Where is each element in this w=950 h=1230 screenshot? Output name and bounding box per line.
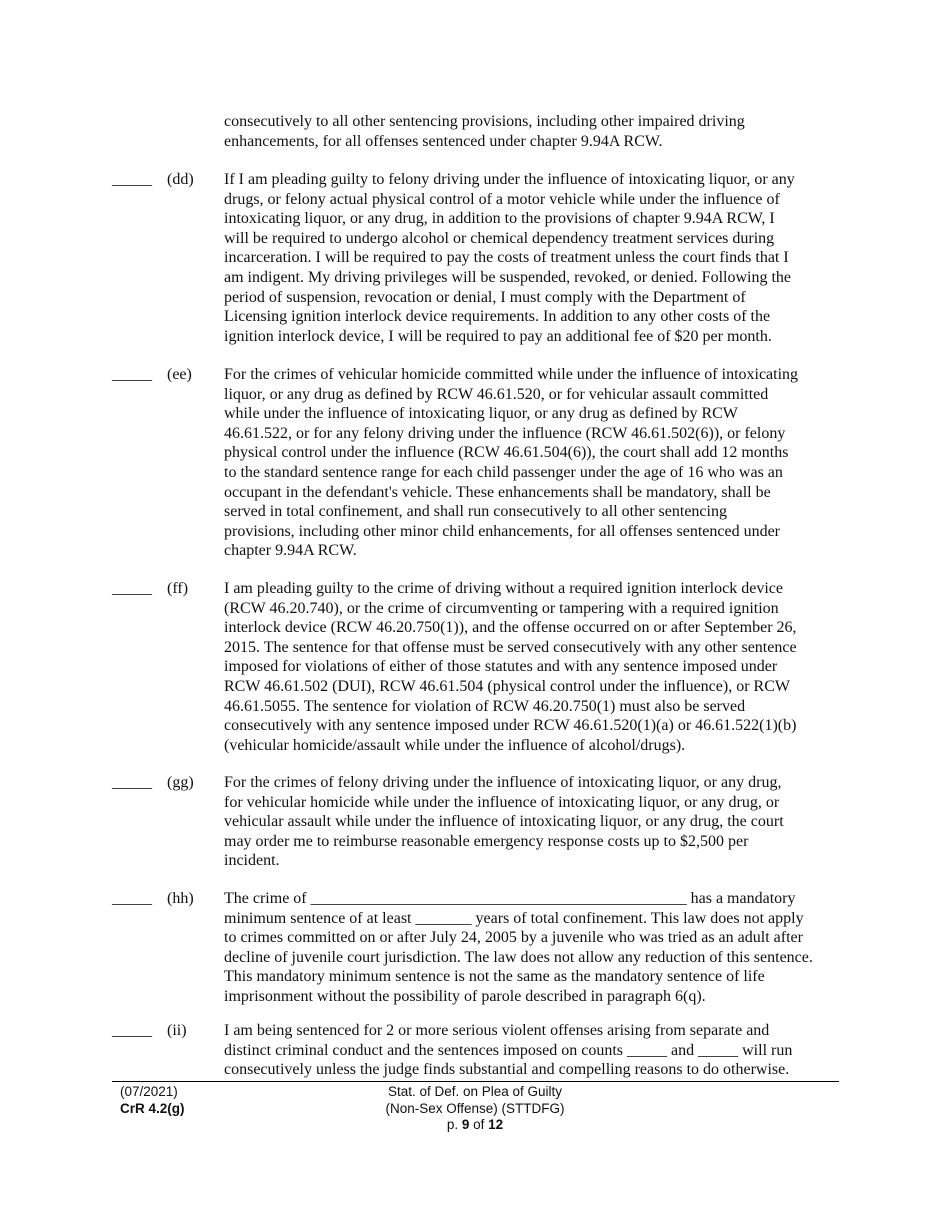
item-label: (ee): [167, 366, 192, 383]
item-label: (gg): [167, 774, 194, 791]
page-current: 9: [461, 1117, 470, 1132]
text-line: Licensing ignition interlock device requirements. In addition to any other costs of the: [224, 308, 771, 326]
text-line: I am being sentenced for 2 or more serious violent offenses arising from separate and: [224, 1022, 770, 1039]
text-line: enhancements, for all offenses sentenced under chapter 9.94A RCW.: [224, 132, 663, 150]
text-line: I am pleading guilty to the crime of driving without a required ignition interlock device: [224, 580, 783, 597]
item-text: [224, 1021, 840, 1080]
text-line: This mandatory minimum sentence is not the same as the mandatory sentence of life: [224, 968, 765, 986]
text-line: served in total confinement, and shall run consecutively to all other sentencing: [224, 503, 727, 521]
page-of: of: [469, 1117, 489, 1132]
text-line: while under the influence of intoxicating liquor, or any drug as defined by RCW: [224, 405, 738, 423]
text-line: may order me to reimburse reasonable emergency response costs up to $2,500 per: [224, 832, 749, 850]
text-line: minimum sentence of at least _______ years of total confinement. This law does not apply: [224, 909, 804, 927]
text-line: consecutively unless the judge finds substantial and compelling reasons to do otherwise.: [224, 1061, 790, 1079]
text-line: to crimes committed on or after July 24, 2005 by a juvenile who was tried as an adult after: [224, 929, 803, 947]
text-line: consecutively with any sentence imposed under RCW 46.61.520(1)(a) or 46.61.522(1)(b): [224, 717, 797, 735]
text-line: distinct criminal conduct and the sentences imposed on counts _____ and _____ will run: [224, 1041, 793, 1059]
checkbox-blank-line[interactable]: _____: [112, 774, 152, 791]
checkbox-blank-line[interactable]: _____: [112, 171, 152, 188]
page-number: [0, 1117, 950, 1134]
text-line: consecutively to all other sentencing provisions, including other impaired driving: [224, 113, 745, 130]
text-line: am indigent. My driving privileges will be suspended, revoked, or denied. Following the: [224, 268, 792, 286]
text-line: will be required to undergo alcohol or chemical dependency treatment services during: [224, 229, 775, 247]
footer-subtitle: (Non-Sex Offense) (STTDFG): [385, 1100, 565, 1116]
item-text: [224, 773, 840, 871]
item-label: (dd): [167, 171, 194, 188]
text-line: incarceration. I will be required to pay the costs of treatment unless the court finds that I: [224, 249, 789, 267]
text-line: RCW 46.61.502 (DUI), RCW 46.61.504 (physical control under the influence), or RCW: [224, 677, 790, 695]
item-text: [224, 365, 840, 561]
footer-title: Stat. of Def. on Plea of Guilty: [387, 1084, 563, 1099]
text-line: vehicular assault while under the influence of intoxicating liquor, or any drug, the court: [224, 813, 784, 831]
text-line: drugs, or felony actual physical control of a motor vehicle while under the influence of: [224, 190, 780, 208]
item-label: (hh): [167, 890, 194, 907]
text-line: The crime of _______________________________________________ has a mandatory: [224, 890, 796, 907]
text-line: interlock device (RCW 46.20.750(1)), and the offense occurred on or after September 26,: [224, 619, 797, 637]
text-line: (vehicular homicide/assault while under the influence of alcohol/drugs).: [224, 736, 686, 754]
text-line: occupant in the defendant's vehicle. These enhancements shall be mandatory, shall be: [224, 483, 771, 501]
text-line: liquor, or any drug as defined by RCW 46.61.520, or for vehicular assault committed: [224, 385, 769, 403]
text-line: 46.61.522, or for any felony driving under the influence (RCW 46.61.502(6)), or felony: [224, 424, 786, 442]
text-line: to the standard sentence range for each child passenger under the age of 16 who was an: [224, 463, 783, 481]
footer-divider: [112, 1081, 839, 1082]
text-line: For the crimes of vehicular homicide committed while under the influence of intoxicating: [224, 366, 799, 383]
text-line: 2015. The sentence for that offense must be served consecutively with any other sentence: [224, 638, 797, 656]
item-text: [224, 889, 840, 1007]
footer-rule: CrR 4.2(g): [120, 1100, 185, 1116]
text-line: provisions, including other minor child enhancements, for all offenses sentenced under: [224, 522, 780, 540]
text-line: imprisonment without the possibility of parole described in paragraph 6(q).: [224, 987, 706, 1005]
checkbox-blank-line[interactable]: _____: [112, 366, 152, 383]
text-line: 46.61.5055. The sentence for violation of RCW 46.20.750(1) must also be served: [224, 697, 746, 715]
text-line: ignition interlock device, I will be required to pay an additional fee of $20 per month.: [224, 327, 772, 345]
page-total: 12: [488, 1117, 504, 1132]
text-line: For the crimes of felony driving under the influence of intoxicating liquor, or any drug,: [224, 774, 782, 791]
checkbox-blank-line[interactable]: _____: [112, 580, 152, 597]
text-line: incident.: [224, 852, 280, 870]
item-text: [224, 579, 840, 755]
text-line: (RCW 46.20.740), or the crime of circumventing or tampering with a required ignition: [224, 599, 779, 617]
footer-center: [0, 1084, 950, 1134]
text-line: decline of juvenile court jurisdiction. The law does not allow any reduction of this sentence.: [224, 948, 813, 966]
continuation-paragraph: [224, 112, 840, 151]
checkbox-blank-line[interactable]: _____: [112, 1022, 152, 1039]
footer-date: (07/2021): [120, 1084, 178, 1099]
item-label: (ff): [167, 580, 189, 597]
item-label: (ii): [167, 1022, 187, 1039]
text-line: physical control under the influence (RCW 46.61.504(6)), the court shall add 12 months: [224, 444, 789, 462]
text-line: intoxicating liquor, or any drug, in addition to the provisions of chapter 9.94A RCW, I: [224, 210, 775, 228]
text-line: for vehicular homicide while under the influence of intoxicating liquor, or any drug, or: [224, 793, 780, 811]
item-text: [224, 170, 840, 346]
checkbox-blank-line[interactable]: _____: [112, 890, 152, 907]
text-line: If I am pleading guilty to felony driving under the influence of intoxicating liquor, or any: [224, 171, 795, 188]
text-line: chapter 9.94A RCW.: [224, 542, 357, 560]
page-prefix: p.: [446, 1117, 462, 1132]
text-line: period of suspension, revocation or denial, I must comply with the Department of: [224, 288, 746, 306]
text-line: imposed for violations of either of those statutes and with any sentence imposed under: [224, 658, 778, 676]
